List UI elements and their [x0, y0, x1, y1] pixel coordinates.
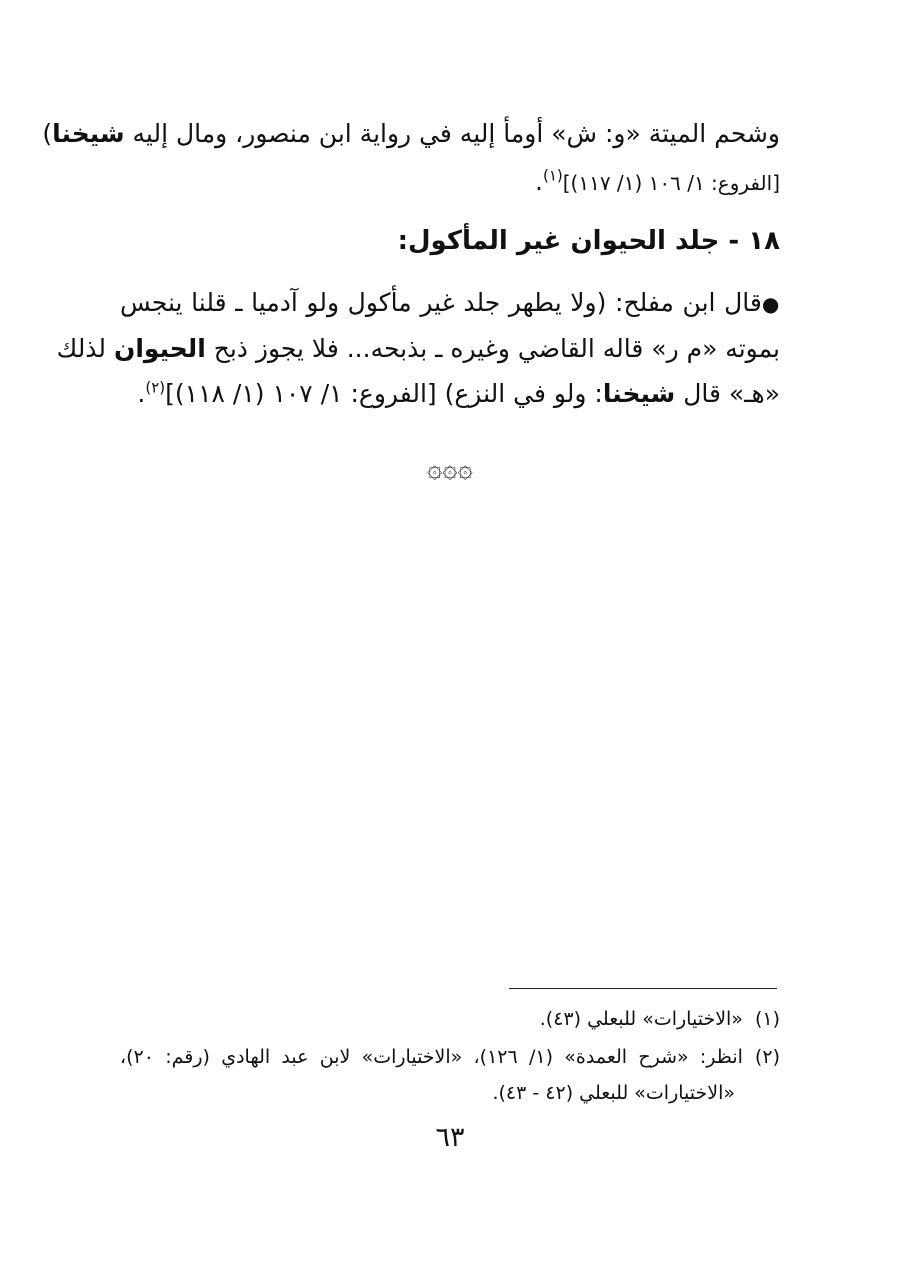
footnote-number: (٢): [754, 1046, 780, 1068]
footnote-1: [120, 1002, 780, 1036]
bold-term: الحيوان: [114, 334, 206, 363]
footnote-text: انظر: «شرح العمدة» (١/ ١٢٦)، «الاختيارات» لابن عبد الهادي (رقم: ٢٠)،: [120, 1046, 743, 1068]
citation: [الفروع: ١/ ١٠٦ (١/ ١١٧)]: [562, 171, 780, 195]
text-run: ): [42, 119, 53, 148]
bullet-icon: ●: [761, 292, 781, 316]
text-run: وشحم الميتة «و: ش» أومأ إليه في رواية ابن منصور، ومال إليه: [124, 119, 780, 148]
text-run: بموته «م ر» قاله القاضي وغيره ـ بذبحه... فلا يجوز ذبح: [205, 334, 780, 363]
text-run: قال ابن مفلح: (ولا يطهر جلد غير مأكول ولو آدميا ـ قلنا ينجس: [120, 288, 762, 317]
paragraph-1-line-2: [120, 160, 780, 205]
footnote-ref-1: (١): [542, 166, 563, 185]
footnote-number: (١): [754, 1008, 780, 1030]
page-number: ٦٣: [435, 1122, 465, 1153]
footnote-separator: [509, 988, 777, 989]
footnote-ref-2: (٢): [145, 378, 166, 397]
footnote-2-line-1: [120, 1040, 780, 1074]
paragraph-2-line-3: [120, 372, 780, 416]
footnote-text: «الاختيارات» للبعلي (٤٢ - ٤٣).: [492, 1082, 735, 1104]
footnote-text: «الاختيارات» للبعلي (٤٣).: [539, 1008, 743, 1030]
bold-term: شيخنا: [52, 119, 125, 148]
paragraph-2-line-2: [56, 327, 780, 371]
paragraph-2-line-1: [120, 281, 780, 326]
footnote-2-line-2: [120, 1076, 735, 1110]
bold-term: شيخنا: [602, 379, 676, 408]
text-run: «هـ» قال: [675, 379, 780, 408]
section-heading: ١٨ - جلد الحيوان غير المأكول:: [397, 226, 780, 256]
text-run: .: [137, 379, 146, 408]
ornament-divider: ۞۞۞: [427, 454, 473, 484]
paragraph-1-line-1: [42, 112, 780, 156]
text-run: .: [535, 167, 543, 196]
citation: : ولو في النزع) [الفروع: ١/ ١٠٧ (١/ ١١٨)]: [165, 379, 603, 408]
text-run: لذلك: [56, 334, 114, 363]
